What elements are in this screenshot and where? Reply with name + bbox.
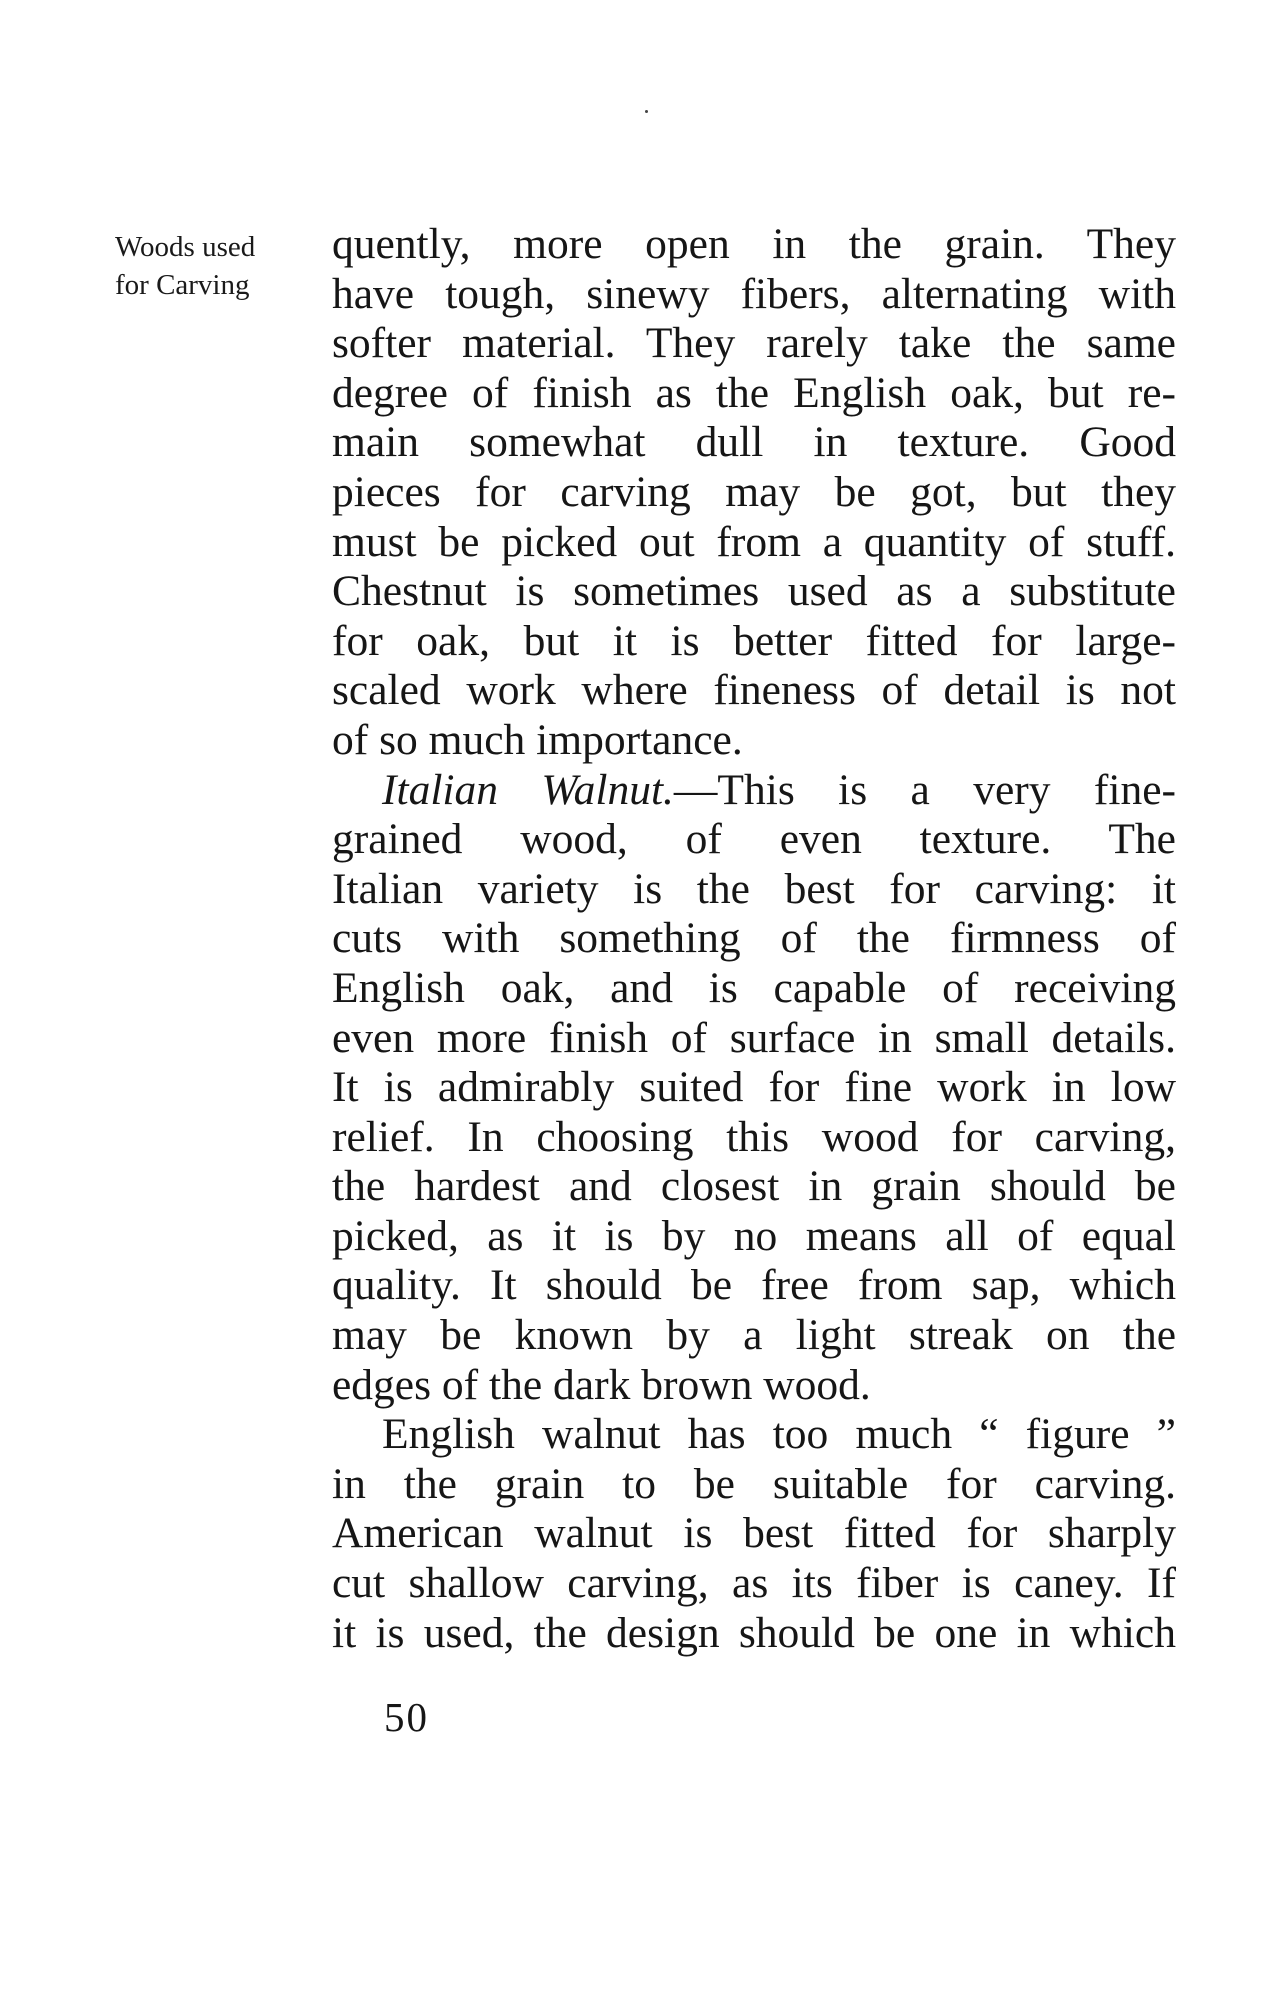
text-line (332, 766, 1176, 816)
text-line: cut shallow carving, as its fiber is caney. If (332, 1559, 1176, 1608)
text-line: the hardest and closest in grain should be (332, 1162, 1176, 1211)
text-line: English oak, and is capable of receiving (332, 963, 1176, 1012)
text-line: degree of finish as the English oak, but re- (332, 368, 1176, 417)
text-line: it is used, the design should be one in which (332, 1608, 1176, 1657)
text-line-segment: —This is a very fine- (673, 765, 1176, 814)
text-line: may be known by a light streak on the (332, 1311, 1176, 1360)
text-line: quently, more open in the grain. They (332, 220, 1176, 268)
margin-note-line: Woods used (115, 231, 256, 263)
text-line: grained wood, of even texture. The (332, 815, 1176, 864)
text-line: Italian variety is the best for carving: it (332, 864, 1176, 913)
text-line: must be picked out from a quantity of stuff. (332, 517, 1176, 566)
text-line: of so much importance. (332, 715, 743, 764)
text-line: relief. In choosing this wood for carving, (332, 1112, 1176, 1161)
text-line: quality. It should be free from sap, which (332, 1261, 1176, 1310)
text-line: in the grain to be suitable for carving. (332, 1459, 1176, 1508)
text-line: for oak, but it is better fitted for large- (332, 616, 1176, 665)
margin-note (115, 228, 305, 304)
margin-note-line: for Carving (115, 269, 250, 301)
text-line: have tough, sinewy fibers, alternating with (332, 269, 1176, 318)
ink-speck (645, 110, 648, 113)
text-line: pieces for carving may be got, but they (332, 467, 1176, 516)
text-line: American walnut is best fitted for sharply (332, 1509, 1176, 1558)
text-line: even more finish of surface in small details. (332, 1013, 1176, 1062)
text-line: softer material. They rarely take the same (332, 319, 1176, 368)
body-text (332, 220, 1176, 1658)
text-line: main somewhat dull in texture. Good (332, 418, 1176, 467)
section-heading: Italian Walnut. (382, 765, 674, 814)
text-line: picked, as it is by no means all of equal (332, 1211, 1176, 1260)
text-line: cuts with something of the firmness of (332, 914, 1176, 963)
text-line: English walnut has too much “ figure ” (382, 1410, 1176, 1459)
text-line: scaled work where fineness of detail is not (332, 666, 1176, 715)
text-line: It is admirably suited for fine work in low (332, 1063, 1176, 1112)
text-line: Chestnut is sometimes used as a substitute (332, 567, 1176, 616)
page-number: 50 (384, 1694, 429, 1740)
text-line: edges of the dark brown wood. (332, 1360, 871, 1409)
